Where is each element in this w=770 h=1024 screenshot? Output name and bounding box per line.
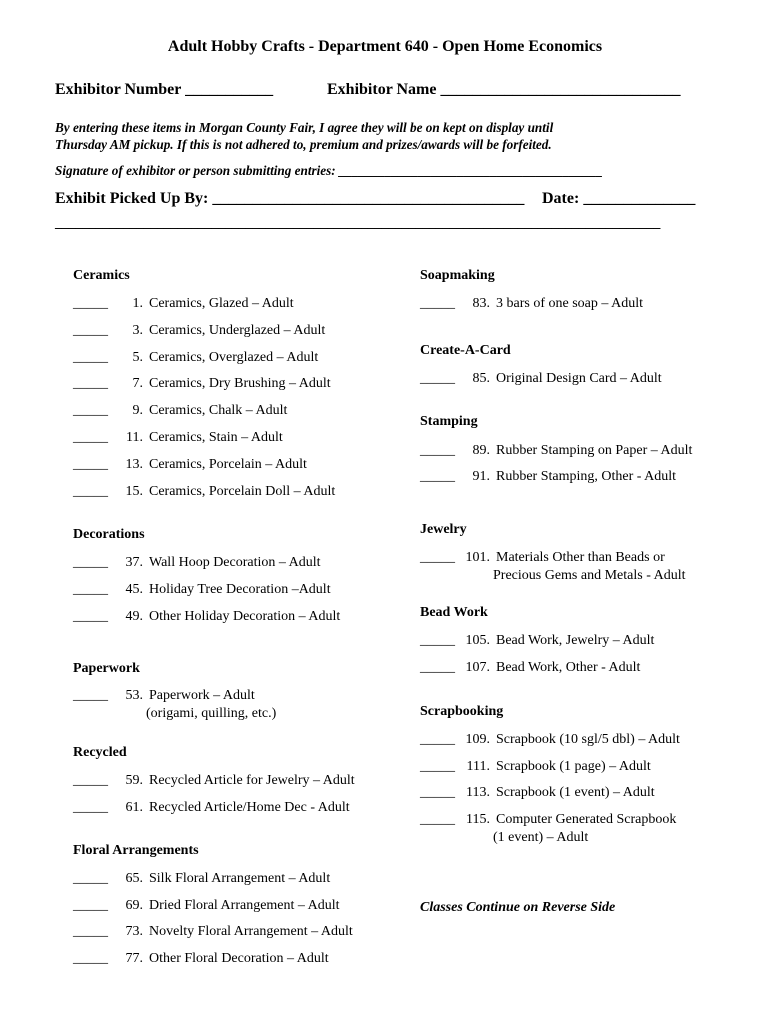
entry-class-number: 1. [132,296,143,311]
exhibitor-number-field[interactable]: Exhibitor Number ___________ [55,81,274,98]
entry-class-number: 5. [132,350,143,365]
entry-scrapbooking-2[interactable] [420,758,651,776]
entry-label: Original Design Card – Adult [496,371,662,386]
entry-blank[interactable]: _____ [420,443,455,458]
entry-ceramics-5[interactable] [73,402,287,420]
entry-label: Paperwork – Adult [149,688,255,703]
entry-label: Ceramics, Porcelain Doll – Adult [149,484,336,499]
entry-label: Ceramics, Underglazed – Adult [149,323,326,338]
entry-blank[interactable]: _____ [73,898,108,913]
entry-label: Ceramics, Glazed – Adult [149,296,294,311]
section-title-scrapbooking: Scrapbooking [420,704,504,719]
entry-class-number: 111. [466,759,490,774]
entry-label: Bead Work, Jewelry – Adult [496,633,655,648]
entry-class-number: 11. [126,430,143,445]
entry-ceramics-1[interactable] [73,295,294,313]
section-title-jewelry: Jewelry [420,522,467,537]
entry-label: Scrapbook (1 event) – Adult [496,785,655,800]
entry-class-number: 89. [472,443,490,458]
entry-floral-2[interactable] [73,897,340,915]
entry-blank[interactable]: _____ [73,555,108,570]
entry-paperwork-1[interactable] [73,687,276,723]
entry-label: Rubber Stamping on Paper – Adult [496,443,693,458]
continue-note: Classes Continue on Reverse Side [420,900,616,915]
section-title-ceramics: Ceramics [73,268,130,283]
entry-ceramics-4[interactable] [73,375,331,393]
entry-class-number: 49. [125,609,143,624]
entry-class-number: 53. [125,688,143,703]
entry-label-continued: (origami, quilling, etc.) [146,706,277,721]
entry-blank[interactable]: _____ [420,371,455,386]
entry-label-continued: Precious Gems and Metals - Adult [493,568,686,583]
entry-blank[interactable]: _____ [73,296,108,311]
entry-class-number: 59. [125,773,143,788]
entry-blank[interactable]: _____ [420,759,455,774]
entry-soapmaking-1[interactable] [420,295,643,313]
entry-class-number: 91. [472,469,490,484]
entry-recycled-1[interactable] [73,772,355,790]
entry-class-number: 115. [466,812,490,827]
entry-label: Rubber Stamping, Other - Adult [496,469,677,484]
entry-blank[interactable]: _____ [420,785,455,800]
entry-class-number: 105. [465,633,490,648]
section-title-paperwork: Paperwork [73,661,140,676]
entry-blank[interactable]: _____ [73,430,108,445]
entry-class-number: 73. [125,924,143,939]
entry-class-number: 85. [472,371,490,386]
entry-stamping-1[interactable] [420,442,692,460]
entry-createacard-1[interactable] [420,370,662,388]
entry-stamping-2[interactable] [420,468,676,486]
entry-jewelry-1[interactable] [420,549,685,585]
entry-class-number: 109. [465,732,490,747]
entry-class-number: 7. [132,376,143,391]
entry-floral-3[interactable] [73,923,353,941]
entry-blank[interactable]: _____ [420,633,455,648]
entry-blank[interactable]: _____ [73,457,108,472]
entry-label: Wall Hoop Decoration – Adult [149,555,321,570]
entry-ceramics-2[interactable] [73,322,325,340]
entry-label: Other Floral Decoration – Adult [149,951,329,966]
section-title-create-a-card: Create-A-Card [420,343,511,358]
entry-blank[interactable]: _____ [73,609,108,624]
entry-floral-1[interactable] [73,870,330,888]
entry-class-number: 113. [466,785,490,800]
entry-blank[interactable]: _____ [73,800,108,815]
entry-blank[interactable]: _____ [73,323,108,338]
entry-label: Ceramics, Stain – Adult [149,430,283,445]
entry-blank[interactable]: _____ [73,582,108,597]
entry-label: Novelty Floral Arrangement – Adult [149,924,353,939]
entry-ceramics-3[interactable] [73,349,318,367]
entry-blank[interactable]: _____ [73,951,108,966]
separator-line: _________________________________________________________________________________________ [55,216,661,231]
entry-blank[interactable]: _____ [73,350,108,365]
entry-label: Recycled Article for Jewelry – Adult [149,773,355,788]
entry-blank[interactable]: _____ [420,296,455,311]
entry-class-number: 77. [125,951,143,966]
entry-label: Other Holiday Decoration – Adult [149,609,341,624]
section-title-stamping: Stamping [420,414,478,429]
entry-decorations-1[interactable] [73,554,321,572]
signature-field[interactable]: Signature of exhibitor or person submitting entries: ________________________________________ [55,163,603,178]
entry-blank[interactable]: _____ [73,484,108,499]
entry-label: Ceramics, Porcelain – Adult [149,457,307,472]
exhibitor-name-field[interactable]: Exhibitor Name ______________________________ [327,81,681,98]
entry-blank[interactable]: _____ [73,871,108,886]
section-title-decorations: Decorations [73,527,145,542]
entry-blank[interactable]: _____ [73,376,108,391]
entry-label: Bead Work, Other - Adult [496,660,641,675]
entry-class-number: 9. [132,403,143,418]
entry-ceramics-6[interactable] [73,429,283,447]
entry-label-continued: (1 event) – Adult [493,830,589,845]
entry-class-number: 61. [125,800,143,815]
entry-ceramics-8[interactable] [73,483,335,501]
entry-blank[interactable]: _____ [420,469,455,484]
entry-scrapbooking-1[interactable] [420,731,680,749]
section-title-soapmaking: Soapmaking [420,268,495,283]
entry-scrapbooking-4[interactable] [420,811,676,847]
entry-label: Holiday Tree Decoration –Adult [149,582,331,597]
entry-ceramics-7[interactable] [73,456,307,474]
entry-blank[interactable]: _____ [420,550,455,565]
entry-decorations-2[interactable] [73,581,331,599]
page-title: Adult Hobby Crafts - Department 640 - Open Home Economics [167,38,603,55]
entry-class-number: 13. [125,457,143,472]
entry-label: Materials Other than Beads or [496,550,665,565]
entry-recycled-2[interactable] [73,799,350,817]
entry-label: Silk Floral Arrangement – Adult [149,871,331,886]
entry-class-number: 45. [125,582,143,597]
entry-label: Ceramics, Dry Brushing – Adult [149,376,331,391]
entry-blank[interactable]: _____ [73,924,108,939]
entry-blank[interactable]: _____ [420,812,455,827]
entry-label: 3 bars of one soap – Adult [496,296,643,311]
entry-label: Ceramics, Overglazed – Adult [149,350,319,365]
entry-class-number: 69. [125,898,143,913]
section-title-floral: Floral Arrangements [73,843,199,858]
entry-class-number: 3. [132,323,143,338]
entry-label: Scrapbook (1 page) – Adult [496,759,651,774]
entry-label: Ceramics, Chalk – Adult [149,403,288,418]
entry-class-number: 101. [465,550,490,565]
picked-up-by-field[interactable]: Exhibit Picked Up By: _______________________________________ [55,190,525,207]
entry-label: Scrapbook (10 sgl/5 dbl) – Adult [496,732,680,747]
entry-blank[interactable]: _____ [420,660,455,675]
entry-beadwork-1[interactable] [420,632,654,650]
section-title-bead-work: Bead Work [420,605,488,620]
agreement-line-2: Thursday AM pickup. If this is not adhered to, premium and prizes/awards will be forfeited. [55,137,552,152]
entry-class-number: 15. [125,484,143,499]
agreement-line-1: By entering these items in Morgan County Fair, I agree they will be on kept on display until [55,120,554,135]
entry-decorations-3[interactable] [73,608,340,626]
entry-label: Dried Floral Arrangement – Adult [149,898,340,913]
entry-class-number: 65. [125,871,143,886]
entry-label: Recycled Article/Home Dec - Adult [149,800,350,815]
entry-blank[interactable]: _____ [420,732,455,747]
section-title-recycled: Recycled [73,745,127,760]
entry-class-number: 107. [465,660,490,675]
agreement-text [55,119,715,153]
entry-blank[interactable]: _____ [73,403,108,418]
entry-blank[interactable]: _____ [73,773,108,788]
entry-beadwork-2[interactable] [420,659,640,677]
entry-scrapbooking-3[interactable] [420,784,655,802]
date-field[interactable]: Date: ______________ [542,190,696,207]
entry-floral-4[interactable] [73,950,329,968]
entry-class-number: 37. [125,555,143,570]
entry-label: Computer Generated Scrapbook [496,812,677,827]
entry-blank[interactable]: _____ [73,688,108,703]
entry-class-number: 83. [472,296,490,311]
